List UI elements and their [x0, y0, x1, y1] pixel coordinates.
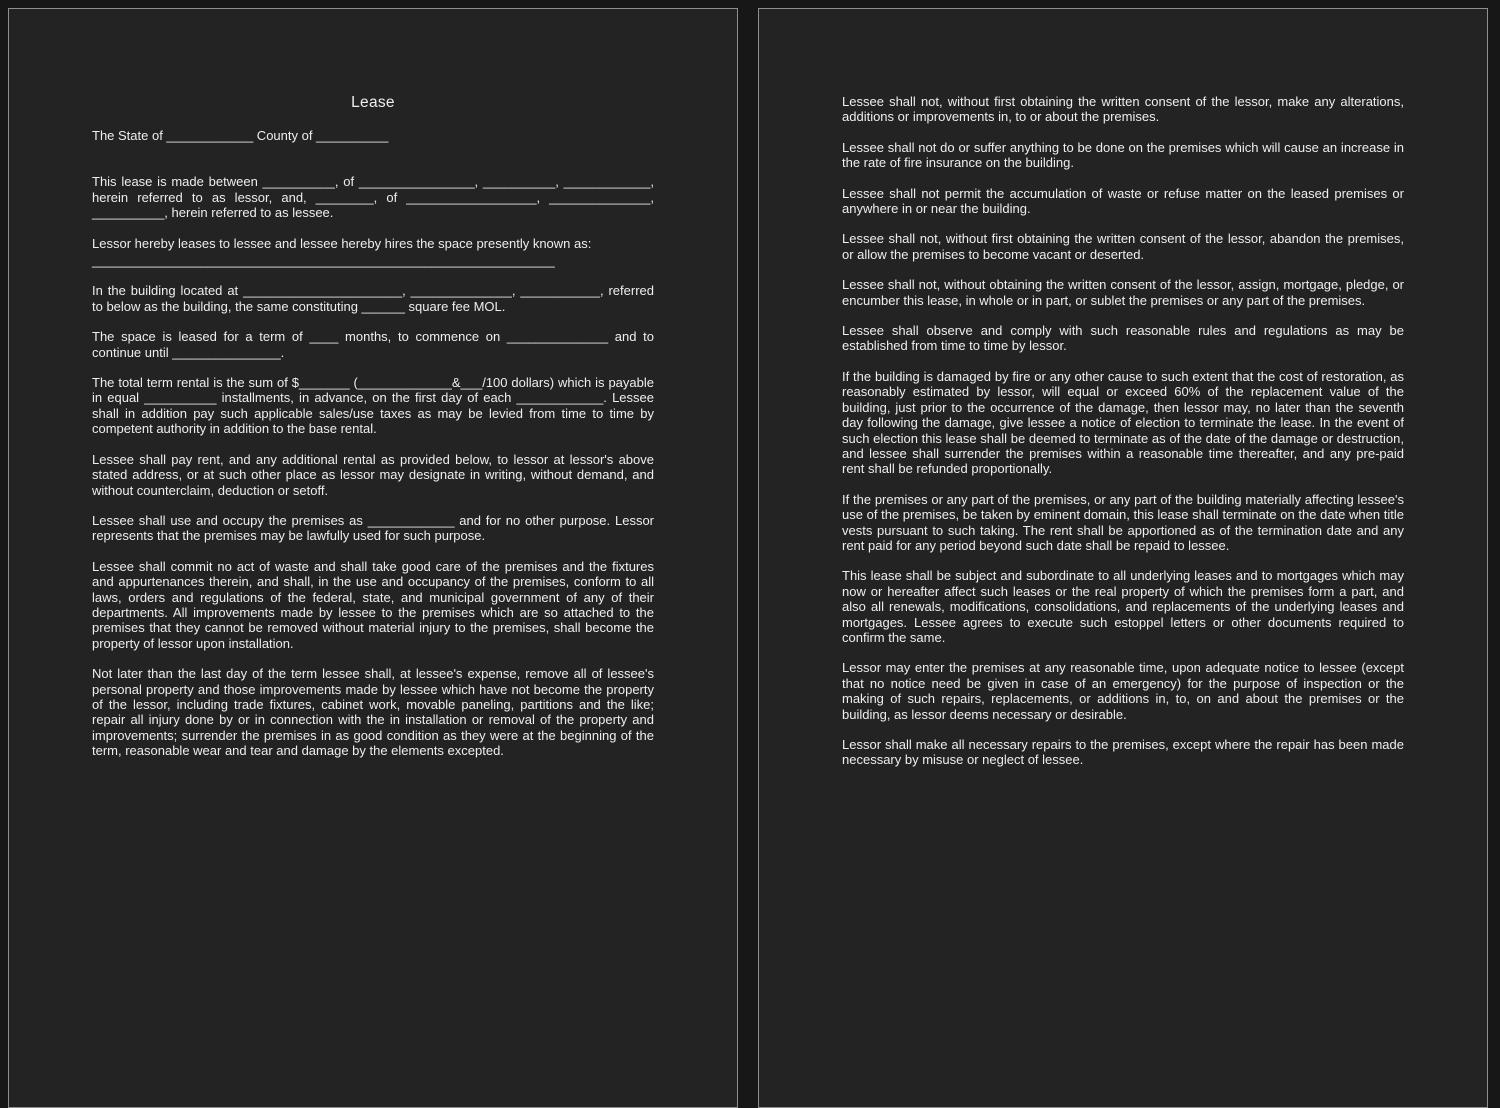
document-page-1[interactable]	[8, 8, 738, 1108]
paragraph-no-abandonment[interactable]: Lessee shall not, without first obtaining the written consent of the lessor, abandon the premises, or allow the premises to become vacant or deserted.	[842, 231, 1404, 262]
paragraph-parties[interactable]: This lease is made between __________, of ________________, __________, ____________, herein referred to as lessor, and, ________, of __________________, ______________, __________, herein referred to as lessee.	[92, 174, 654, 221]
paragraph-lessor-repairs[interactable]: Lessor shall make all necessary repairs to the premises, except where the repair has been made necessary by misuse or neglect of lessee.	[842, 737, 1404, 768]
paragraph-lessor-entry[interactable]: Lessor may enter the premises at any reasonable time, upon adequate notice to lessee (except that no notice need be given in case of an emergency) for the purpose of inspection or the making of such repairs, replacements, or additions in, to, on and about the premises or the building, as lessor deems necessary or desirable.	[842, 660, 1404, 722]
paragraph-end-of-term[interactable]: Not later than the last day of the term lessee shall, at lessee's expense, remove all of lessee's personal property and those improvements made by lessee which have not become the property of the lessor, including trade fixtures, cabinet work, movable paneling, partitions and the like; repair all injury done by or in connection with the in installation or removal of the property and improvements; surrender the premises in as good condition as they were at the beginning of the term, reasonable wear and tear and damage by the elements excepted.	[92, 666, 654, 759]
paragraph-rental-amount[interactable]: The total term rental is the sum of $_______ (_____________&___/100 dollars) which is payable in equal __________ installments, in advance, on the first day of each ____________. Lessee shall in addition pay such applicable sales/use taxes as may be levied from time to time by competent authority in addition to the base rental.	[92, 375, 654, 437]
paragraph-eminent-domain[interactable]: If the premises or any part of the premises, or any part of the building materially affecting lessee's use of the premises, be taken by eminent domain, this lease shall terminate on the date when title vests pursuant to such taking. The rent shall be apportioned as of the termination date and any rent paid for any period beyond such date shall be repaid to lessee.	[842, 491, 1404, 553]
paragraph-fire-damage[interactable]: If the building is damaged by fire or any other cause to such extent that the cost of restoration, as reasonably estimated by lessor, will equal or exceed 60% of the replacement value of the building, just prior to the occurrence of the damage, then lessor may, no later than the seventh day following the damage, give lessee a notice of election to terminate the lease. In the event of such election this lease shall be deemed to terminate as of the date of the damage or destruction, and lessee shall surrender the premises within a reasonable time thereafter, and any pre-paid rent shall be refunded proportionally.	[842, 368, 1404, 477]
paragraph-premises-intro[interactable]: Lessor hereby leases to lessee and lessee hereby hires the space presently known as:	[92, 235, 592, 251]
paragraph-rent-payment[interactable]: Lessee shall pay rent, and any additional rental as provided below, to lessor at lessor's above stated address, or at such other place as lessor may designate in writing, without demand, and without counterclaim, deduction or setoff.	[92, 451, 654, 498]
paragraph-no-alterations[interactable]: Lessee shall not, without first obtaining the written consent of the lessor, make any alterations, additions or improvements in, to or about the premises.	[842, 94, 1404, 125]
paragraph-use-of-premises[interactable]: Lessee shall use and occupy the premises as ____________ and for no other purpose. Lessor represents that the premises may be lawfully used for such purpose.	[92, 512, 654, 544]
paragraph-premises-blank-line[interactable]: ________________________________________________________________	[92, 253, 555, 269]
paragraph-lease-term[interactable]: The space is leased for a term of ____ months, to commence on ______________ and to continue until _______________.	[92, 329, 654, 360]
paragraph-no-assignment[interactable]: Lessee shall not, without obtaining the written consent of the lessor, assign, mortgage, pledge, or encumber this lease, in whole or in part, or sublet the premises or any part of the premises.	[842, 277, 1404, 308]
paragraph-no-waste[interactable]: Lessee shall commit no act of waste and shall take good care of the premises and the fixtures and appurtenances therein, and shall, in the use and occupancy of the premises, conform to all laws, orders and regulations of the federal, state, and municipal government of any of their departments. All improvements made by lessee to the premises which are so attached to the premises that they cannot be removed without material injury to the premises, shall become the property of lessor upon installation.	[92, 558, 654, 651]
document-page-2[interactable]	[758, 8, 1488, 1108]
paragraph-subordination[interactable]: This lease shall be subject and subordinate to all underlying leases and to mortgages which may now or hereafter affect such leases or the real property of which the premises form a part, and also all renewals, modifications, consolidations, and replacements of the underlying leases and mortgages. Lessee agrees to execute such estoppel letters or other documents required to confirm the same.	[842, 568, 1404, 645]
paragraph-rules-regulations[interactable]: Lessee shall observe and comply with such reasonable rules and regulations as may be established from time to time by lessor.	[842, 323, 1404, 354]
paragraph-building-location[interactable]: In the building located at ______________________, ______________, ___________, referred to below as the building, the same constituting ______ square fee MOL.	[92, 283, 654, 314]
paragraph-no-waste-accumulation[interactable]: Lessee shall not permit the accumulation of waste or refuse matter on the leased premises or anywhere in or near the building.	[842, 185, 1404, 217]
document-title[interactable]: Lease	[351, 94, 395, 111]
paragraph-state-county[interactable]: The State of ____________ County of __________	[92, 128, 389, 143]
paragraph-fire-insurance[interactable]: Lessee shall not do or suffer anything to be done on the premises which will cause an increase in the rate of fire insurance on the building.	[842, 139, 1404, 171]
